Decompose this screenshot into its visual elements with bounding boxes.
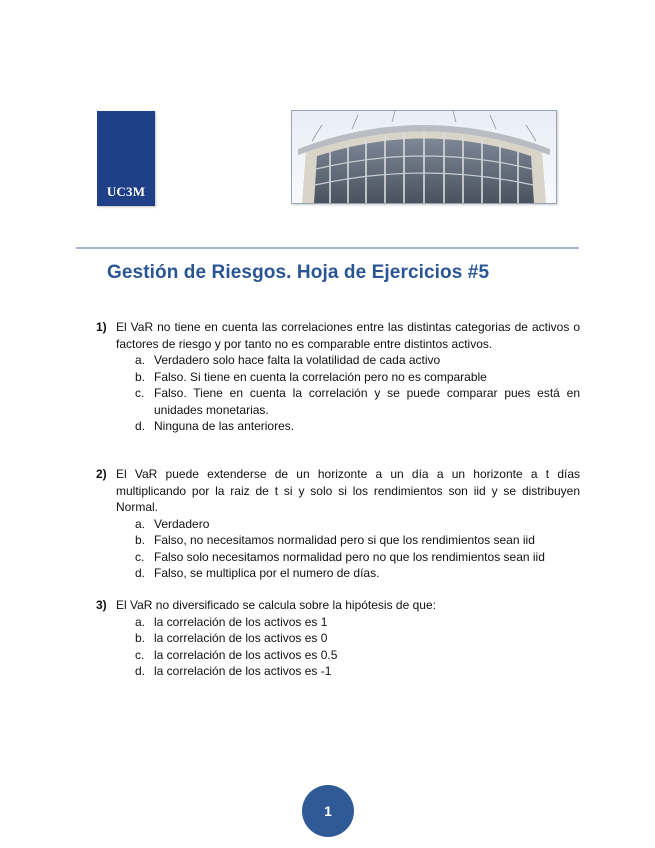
option-text: Ninguna de las anteriores. [154,419,295,433]
option-letter: c. [135,386,145,400]
option-letter: d. [135,419,146,433]
question-text [96,597,580,614]
question-statement: El VaR no tiene en cuenta las correlaciones entre las distintas categorias de activos o factores de riesgo y por tanto no es comparable entre distintos activos. [116,320,580,351]
answer-option [96,418,580,435]
option-letter: a. [135,614,146,629]
question-statement: El VaR puede extenderse de un horizonte a un día a un horizonte a t días multiplicando por la raiz de t si y solo si los rendimientos son iid y se distribuyen Normal. [116,467,580,514]
option-text: Falso. Tiene en cuenta la correlación y se puede comparar pues está en unidades monetarias. [154,386,580,417]
question-text [96,319,580,352]
option-text: Falso, no necesitamos normalidad pero si que los rendimientos sean iid [154,533,535,547]
building-photo [291,110,557,204]
option-letter: a. [135,516,146,531]
question-number: 1) [96,320,107,334]
option-letter: b. [135,533,146,547]
header-divider [76,247,579,249]
option-text: la correlación de los activos es 0 [154,631,328,645]
question-text [96,466,580,516]
answer-option [96,369,580,386]
option-text: Falso solo necesitamos normalidad pero no que los rendimientos sean iid [154,549,545,564]
answer-options [96,516,580,582]
question-2 [96,466,580,582]
answer-option [96,385,580,418]
answer-option [96,663,580,680]
question-statement: El VaR no diversificado se calcula sobre la hipótesis de que: [116,598,436,612]
page-number: 1 [324,803,332,819]
answer-options [96,352,580,435]
option-text: Falso. Si tiene en cuenta la correlación pero no es comparable [154,369,487,384]
option-letter: b. [135,631,146,645]
option-letter: a. [135,353,146,367]
option-text: Verdadero solo hace falta la volatilidad de cada activo [154,353,441,367]
option-text: la correlación de los activos es 1 [154,614,328,629]
logo-text: UC3M [106,184,146,199]
option-letter: d. [135,566,146,580]
option-text: la correlación de los activos es 0.5 [154,647,338,662]
question-number: 2) [96,467,107,481]
answer-option [96,516,580,533]
uc3m-logo [97,111,155,206]
question-1 [96,319,580,435]
question-3 [96,597,580,680]
answer-option [96,614,580,631]
question-number: 3) [96,598,107,612]
answer-option [96,565,580,582]
option-text: Verdadero [154,516,210,531]
option-letter: c. [135,549,145,564]
option-letter: c. [135,647,145,662]
answer-option [96,630,580,647]
answer-option [96,352,580,369]
page-number-badge [302,785,354,837]
page-title: Gestión de Riesgos. Hoja de Ejercicios #5 [107,262,490,283]
option-letter: d. [135,664,146,678]
option-text: Falso, se multiplica por el numero de días. [154,566,380,580]
answer-option [96,532,580,549]
answer-option [96,549,580,566]
option-text: la correlación de los activos es -1 [154,664,332,678]
answer-option [96,647,580,664]
answer-options [96,614,580,680]
option-letter: b. [135,369,146,384]
